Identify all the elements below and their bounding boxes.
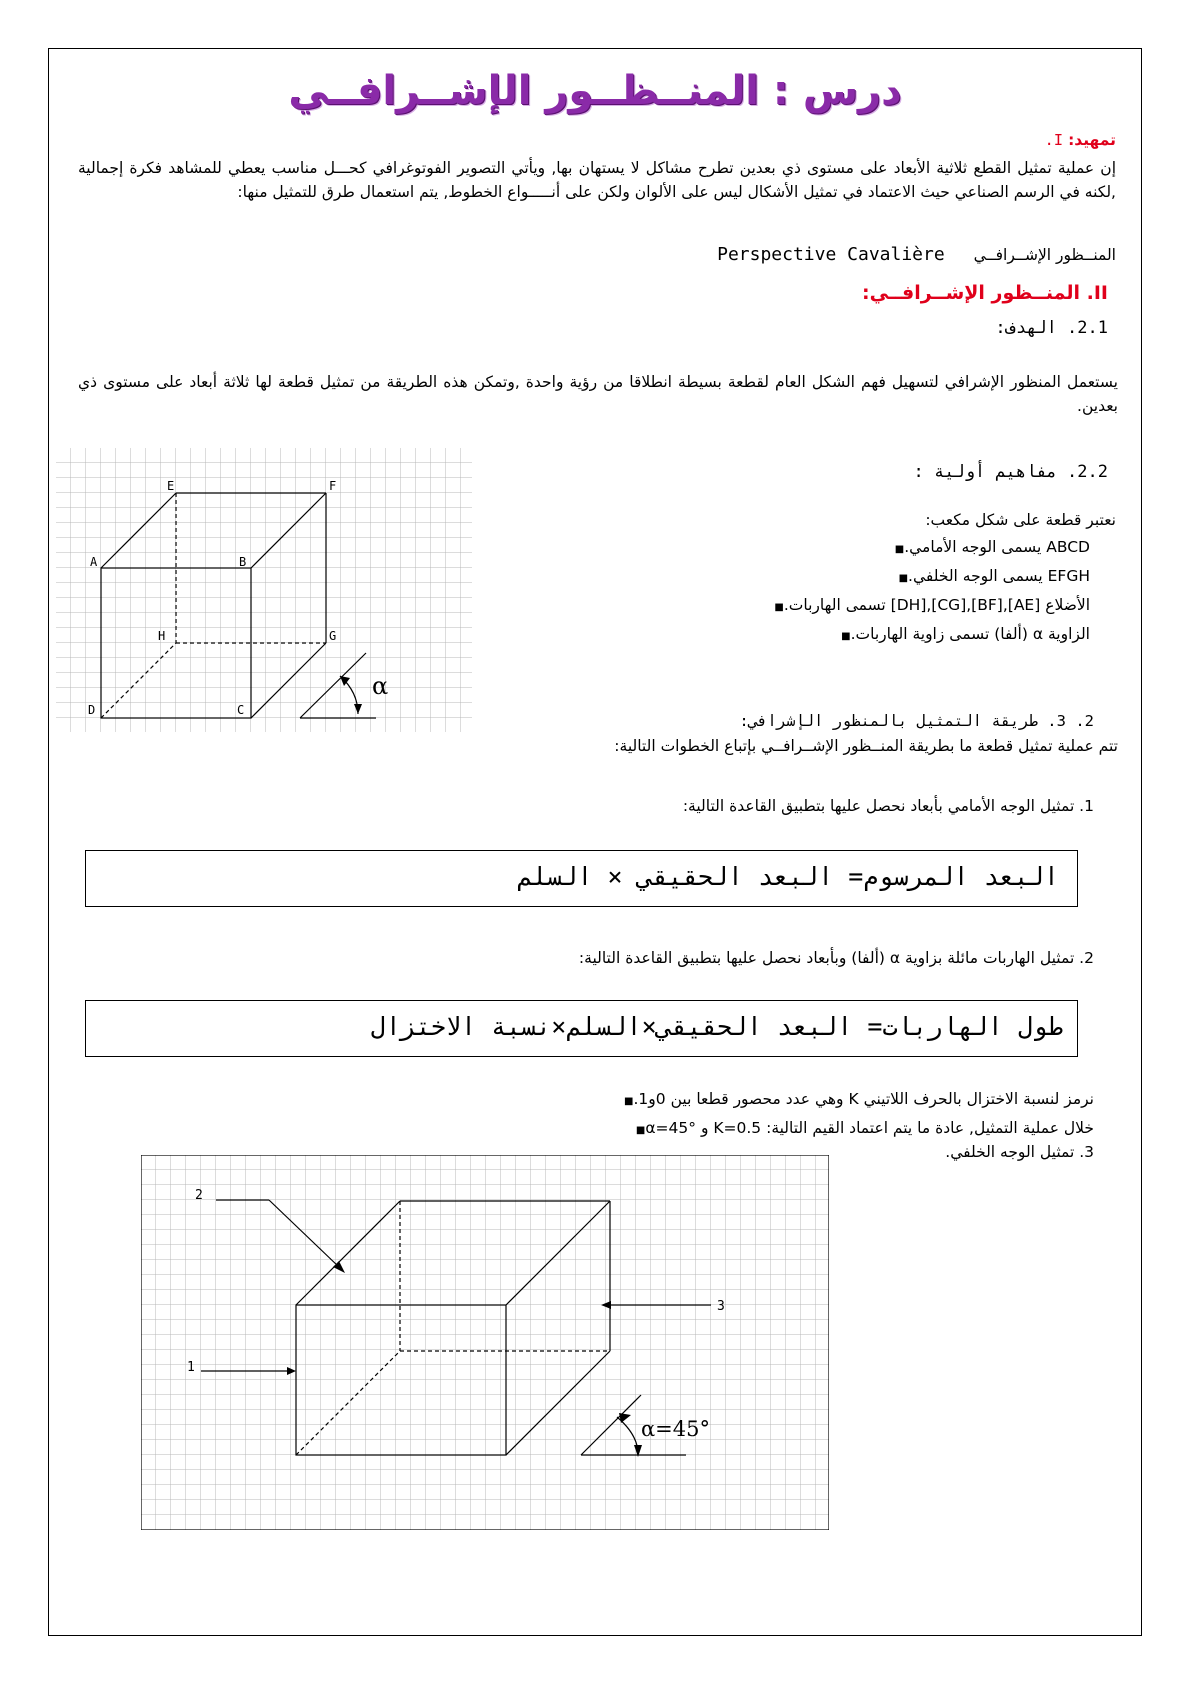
page-title: درس : المنــظــور الإشــرافــي [288,68,902,114]
label-F: F [329,479,337,493]
step-3: 3. تمثيل الوجه الخلفي. [945,1143,1094,1161]
notes-list [78,1086,1094,1144]
perspective-figure [141,1155,829,1530]
method-french: Perspective Cavalière [717,244,945,265]
list-item: EFGH يسمى الوجه الخلفي.■ [898,567,1090,585]
method-arabic: المنــظور الإشــرافــي [973,246,1116,264]
concepts-intro: نعتبر قطعة على شكل مكعب: [925,511,1116,529]
label-E: E [167,479,175,493]
callout-2-label: 2 [195,1188,203,1203]
grid-background [141,1155,829,1530]
rule-box-1 [85,850,1078,907]
list-item: خلال عملية التمثيل, عادة ما يتم اعتماد القيم التالية: K=0.5 و α=45°■ [635,1119,1094,1137]
list-item: الزاوية α (ألفا) تسمى زاوية الهاربات.■ [841,625,1090,643]
list-item: نرمز لنسبة الاختزال بالحرف اللاتيني K وهي عدد محصور قطعا بين 0و1.■ [624,1090,1094,1108]
label-H: H [158,629,166,643]
section1-paragraph: إن عملية تمثيل القطع ثلاثية الأبعاد على مستوى ذي بعدين تطرح مشاكل لا يستهان بها, ويأتي التصوير الفوتوغرافي كحـــل مناسب يعطي للمشاهد فكرة إجمالية ,لكنه في الرسم الصناعي حيث الاعتماد في تمثيل الأشكال ليس على الألوان ولكن على أنـــــواع الخطوط, يتم استعمال طرق للتمثيل منها: [78,159,1116,201]
label-B: B [239,555,247,569]
rule-1: البعد المرسوم= البعد الحقيقي × السلم [517,862,1059,891]
section1-heading: تمهيد: I. [1044,131,1116,149]
section2-heading: II. المنــظور الإشــرافــي: [862,282,1108,304]
concepts-label: 2.2. مفاهيم أولية : [913,462,1108,482]
list-item: ABCD يسمى الوجه الأمامي.■ [894,538,1090,556]
method-line [78,244,1116,265]
step-2: 2. تمثيل الهاربات مائلة بزاوية α (ألفا) وبأبعاد نحصل عليها بتطبيق القاعدة التالية: [578,949,1094,967]
callout-3-label: 3 [717,1299,725,1314]
rule-box-2 [85,1000,1078,1057]
method-label: 2. 3. طريقة التمثيل بالمنظور الإشرافي: [739,712,1094,730]
label-A: A [90,555,98,569]
alpha-45-label: α=45° [641,1417,710,1441]
concepts-list [480,534,1090,650]
label-G: G [329,629,337,643]
cube-figure [56,448,472,732]
rule-2: طول الهاربات= البعد الحقيقي×السلم×نسبة الاختزال [370,1012,1063,1041]
goal-label: 2.1. الهدف: [995,318,1108,338]
list-item: الأضلاع [AE],[BF],[CG],[DH] تسمى الهاربات.■ [774,596,1090,614]
grid-background [56,448,472,732]
label-C: C [237,703,245,717]
callout-1-label: 1 [187,1360,195,1375]
alpha-label: α [372,672,389,700]
goal-paragraph: يستعمل المنظور الإشرافي لتسهيل فهم الشكل العام لقطعة بسيطة انطلاقا من رؤية واحدة ,وتمكن هذه الطريقة من تمثيل قطعة لها ثلاثة أبعاد على مستوى ذي بعدين. [78,373,1118,415]
label-D: D [88,703,96,717]
method-intro: تتم عملية تمثيل قطعة ما بطريقة المنــظور الإشــرافــي بإتباع الخطوات التالية: [614,737,1118,755]
step-1: 1. تمثيل الوجه الأمامي بأبعاد نحصل عليها بتطبيق القاعدة التالية: [682,797,1094,815]
